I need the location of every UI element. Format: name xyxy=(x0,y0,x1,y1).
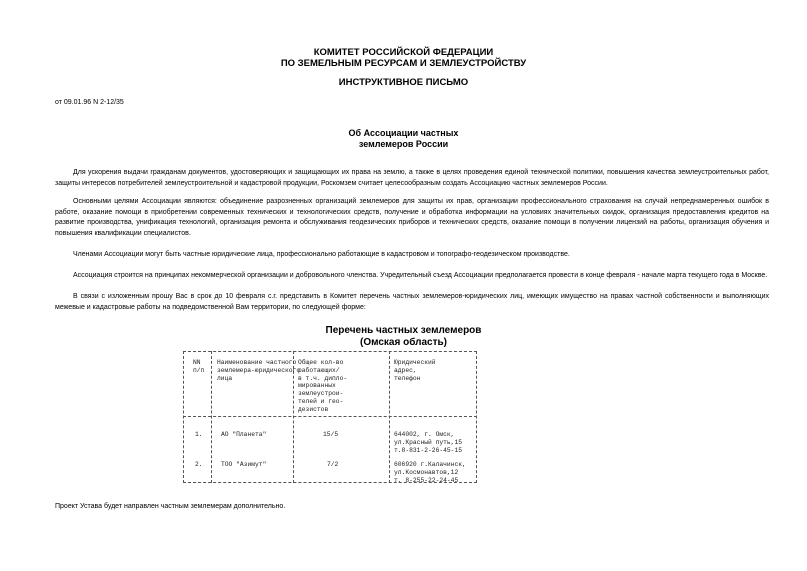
row-1-staff: 15/5 xyxy=(323,431,339,438)
document-title-line2: землемеров России xyxy=(358,139,449,149)
paragraph-3: Членами Ассоциации могут быть частные юридические лица, профессионально работающие в кадастровом и топографо-геодезическом производстве. xyxy=(73,251,570,258)
paragraph-5: В связи с изложенным прошу Вас в срок до 10 февраля с.г. представить в Комитет перечень частных землемеров-юридических лиц, имеющих имущество на правах частной собственности и выполняющих межевые и кадастровые работы на подведомственной Вам территории, по следующей форме: xyxy=(55,293,769,311)
table-col-divider-3 xyxy=(389,351,390,483)
footer-note: Проект Устава будет направлен частным землемерам дополнительно. xyxy=(55,503,286,510)
header-name: Наименование частного землемера-юридического лица xyxy=(217,359,301,382)
document-reference: от 09.01.96 N 2-12/35 xyxy=(55,99,124,106)
row-2-staff: 7/2 xyxy=(327,461,339,468)
table-border-right xyxy=(476,351,477,483)
header-number: NN п/п xyxy=(193,359,205,374)
document-title-line1: Об Ассоциации частных xyxy=(348,128,459,138)
table-border-top xyxy=(183,351,477,352)
paragraph-1: Для ускорения выдачи гражданам документов, удостоверяющих и защищающих их права на землю, а также в целях проведения единой технической политики, повышения качества землеустроительных работ, защиты интересов потребителей землеустроительной и кадастровой продукции, Роскомзем считает целесообразным создать Ассоциацию частных землемеров России. xyxy=(55,169,769,187)
header-staff: Общее кол-во работающих/ в т.ч. дипло- мированных землеустрои- телей и гео- дезистов xyxy=(298,359,348,413)
table-title-line1: Перечень частных землемеров xyxy=(325,325,482,336)
paragraph-2: Основными целями Ассоциации являются: объединение разрозненных организаций землемеров для защиты их прав, организации профессионального страхования на случай непреднамеренных ошибок в работе, оказание помощи в приобретении современных технических и технологических средств, получение и обработка информации на условиях значительных скидок, организация предоставления кредитов на развитие производства, унификация технологий, организация ремонта и обслуживания геодезических приборов и технических средств, оказание помощи в получении лицензий на работы, организация обучения и повышения квалификации специалистов. xyxy=(55,198,769,237)
table-border-left xyxy=(183,351,184,483)
committee-name-line1: КОМИТЕТ РОССИЙСКОЙ ФЕДЕРАЦИИ xyxy=(313,47,494,58)
surveyors-table xyxy=(183,351,477,483)
row-1-address: 644002, г. Омск, ул.Красный путь,15 т.8-831-2-26-45-15 xyxy=(394,431,463,454)
document-type: ИНСТРУКТИВНОЕ ПИСЬМО xyxy=(338,77,469,88)
paragraph-4: Ассоциация строится на принципах некоммерческой организации и добровольного членства. Учредительный съезд Ассоциации предполагается провести в конце февраля - начале марта текущего года в Москве. xyxy=(73,272,768,279)
table-col-divider-1 xyxy=(211,351,212,483)
row-2-name: ТОО "Азимут" xyxy=(221,461,267,468)
row-2-number: 2. xyxy=(195,461,203,468)
header-address: Юридический адрес, телефон xyxy=(394,359,436,382)
row-2-address: 606920 г.Калачинск, ул.Космонавтов,12 т. 8-255-22-24-45 xyxy=(394,461,466,484)
table-header-divider xyxy=(183,416,477,417)
table-title-line2: (Омская область) xyxy=(359,337,447,348)
committee-name-line2: ПО ЗЕМЕЛЬНЫМ РЕСУРСАМ И ЗЕМЛЕУСТРОЙСТВУ xyxy=(280,58,527,69)
row-1-name: АО "Планета" xyxy=(221,431,267,438)
row-1-number: 1. xyxy=(195,431,203,438)
